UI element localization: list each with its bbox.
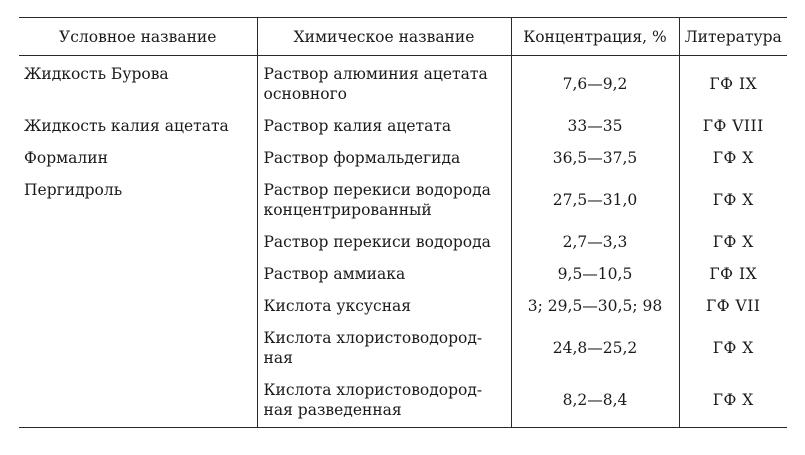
cell-literature: ГФ X [679, 142, 787, 174]
table-row [19, 290, 787, 322]
chemical-name-line: ная разведенная [263, 401, 402, 419]
cell-common-name: Жидкость калия ацетата [24, 117, 229, 135]
chemical-name-line: основного [263, 85, 348, 103]
table-row [19, 374, 787, 428]
cell-chemical-name [257, 110, 511, 142]
header-common-name: Условное название [19, 18, 257, 56]
chemical-name-line: Раствор аммиака [263, 265, 406, 283]
chemical-name-line: Раствор перекиси водорода [263, 233, 491, 251]
cell-concentration: 2,7—3,3 [511, 226, 679, 258]
cell-chemical-name [257, 226, 511, 258]
table-body [19, 56, 787, 428]
cell-concentration: 36,5—37,5 [511, 142, 679, 174]
cell-literature: ГФ X [679, 174, 787, 226]
cell-common-name [19, 258, 257, 290]
chemical-name-line: ная [263, 349, 293, 367]
cell-concentration: 24,8—25,2 [511, 322, 679, 374]
table-row [19, 56, 787, 111]
chemical-name-line: Раствор формальдегида [263, 149, 461, 167]
cell-literature: ГФ X [679, 374, 787, 428]
cell-concentration: 8,2—8,4 [511, 374, 679, 428]
table-row [19, 174, 787, 226]
cell-chemical-name [257, 322, 511, 374]
header-concentration: Концентрация, % [511, 18, 679, 56]
table-row [19, 322, 787, 374]
chemical-name-line: Раствор алюминия ацетата [263, 65, 488, 83]
cell-concentration: 27,5—31,0 [511, 174, 679, 226]
chemical-name-line: Кислота хлористоводород- [263, 381, 483, 399]
cell-chemical-name [257, 290, 511, 322]
cell-common-name [19, 322, 257, 374]
header-row [19, 18, 787, 56]
cell-common-name: Пергидроль [24, 181, 123, 199]
cell-chemical-name [257, 258, 511, 290]
cell-literature: ГФ VII [679, 290, 787, 322]
cell-literature: ГФ IX [679, 56, 787, 111]
cell-concentration: 7,6—9,2 [511, 56, 679, 111]
chemical-name-line: концентрированный [263, 201, 432, 219]
chemical-name-line: Раствор калия ацетата [263, 117, 452, 135]
cell-common-name: Формалин [24, 149, 108, 167]
cell-chemical-name [257, 142, 511, 174]
chemical-name-line: Раствор перекиси водорода [263, 181, 491, 199]
cell-concentration: 3; 29,5—30,5; 98 [511, 290, 679, 322]
header-chemical-name: Химическое название [257, 18, 511, 56]
table-row [19, 110, 787, 142]
chemical-name-line: Кислота уксусная [263, 297, 412, 315]
table-header [19, 18, 787, 56]
cell-common-name [19, 290, 257, 322]
cell-common-name [19, 226, 257, 258]
cell-concentration: 33—35 [511, 110, 679, 142]
table-row [19, 258, 787, 290]
cell-literature: ГФ X [679, 322, 787, 374]
cell-chemical-name [257, 174, 511, 226]
cell-literature: ГФ VIII [679, 110, 787, 142]
cell-literature: ГФ X [679, 226, 787, 258]
cell-chemical-name [257, 56, 511, 111]
cell-chemical-name [257, 374, 511, 428]
cell-concentration: 9,5—10,5 [511, 258, 679, 290]
chemical-name-line: Кислота хлористоводород- [263, 329, 483, 347]
table-row [19, 226, 787, 258]
reagents-table [19, 17, 787, 428]
cell-literature: ГФ IX [679, 258, 787, 290]
header-literature: Литература [679, 18, 787, 56]
cell-common-name: Жидкость Бурова [24, 65, 169, 83]
table-row [19, 142, 787, 174]
cell-common-name [19, 374, 257, 428]
